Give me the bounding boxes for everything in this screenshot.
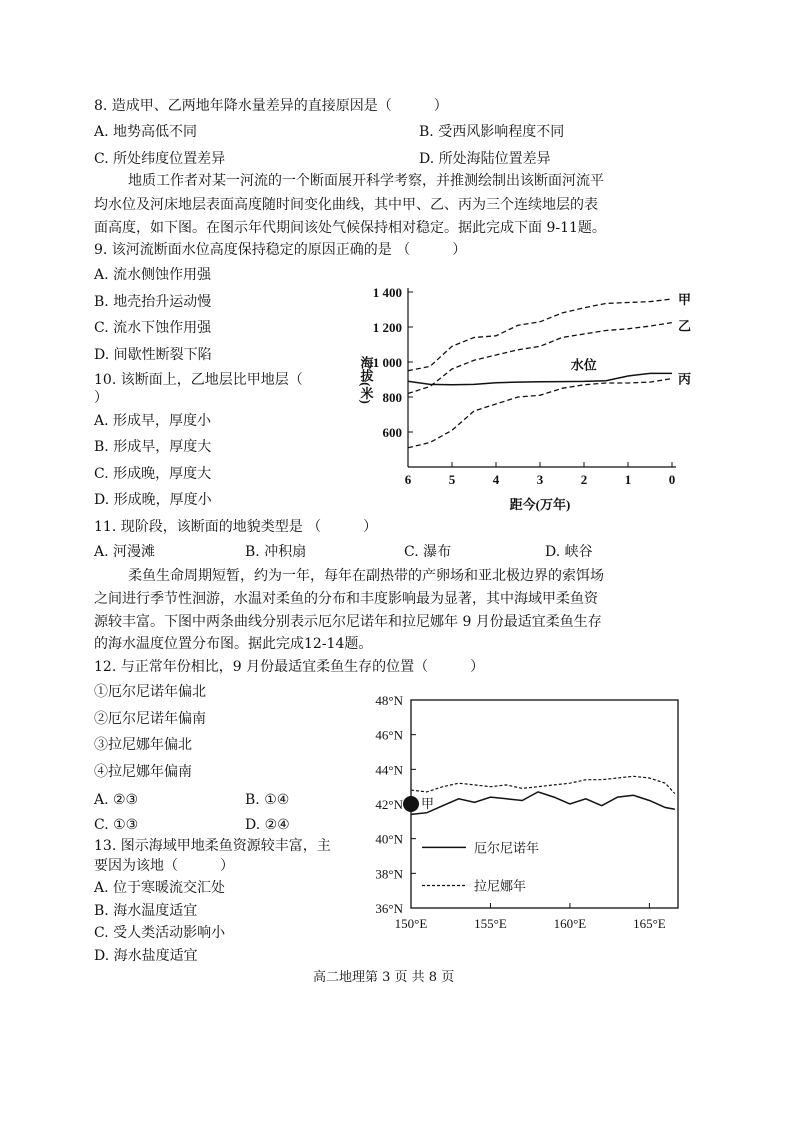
legend-label-la-nina: 拉尼娜年: [474, 878, 527, 894]
y-tick-label: 1 400: [372, 285, 402, 300]
plot-frame: [411, 700, 678, 908]
y-tick-label: 44°N: [375, 762, 403, 778]
y-tick-label: 38°N: [375, 866, 403, 882]
passage2-line: 之间进行季节性洄游，水温对柔鱼的分布和丰度影响最为显著，其中海域甲柔鱼资: [94, 591, 598, 607]
q13-option-c[interactable]: C. 受人类活动影响小: [94, 925, 226, 941]
q11-option-d[interactable]: D. 峡谷: [545, 544, 593, 560]
q12-stem: 12. 与正常年份相比，9 月份最适宜柔鱼生存的位置（ ）: [94, 659, 485, 675]
q10-option-d[interactable]: D. 形成晚，厚度小: [94, 492, 212, 508]
y-tick-label: 42°N: [375, 797, 403, 812]
q12-item: ④拉尼娜年偏南: [94, 764, 192, 780]
q11-option-a[interactable]: A. 河漫滩: [94, 544, 156, 560]
q9-option-c[interactable]: C. 流水下蚀作用强: [94, 320, 212, 336]
q8-option-d[interactable]: D. 所处海陆位置差异: [419, 151, 551, 167]
q10-option-b[interactable]: B. 形成早，厚度大: [94, 439, 212, 455]
x-tick-label: 1: [624, 472, 632, 487]
x-axis-title: 距今(万年): [509, 497, 571, 512]
q9-option-d[interactable]: D. 间歇性断裂下陷: [94, 347, 212, 363]
series-label-jia: 甲: [678, 292, 692, 307]
series-line-乙: [408, 323, 672, 394]
series-line-甲: [408, 299, 672, 371]
q13-stem-cont: 要因为该地（ ）: [94, 858, 234, 874]
x-tick-label: 165°E: [633, 916, 666, 931]
y-tick-label: 1 000: [372, 355, 402, 370]
y-tick-label: 36°N: [375, 901, 403, 916]
q11-option-b[interactable]: B. 冲积扇: [245, 544, 307, 560]
q9-option-a[interactable]: A. 流水侧蚀作用强: [94, 267, 212, 283]
q13-stem: 13. 图示海域甲地柔鱼资源较丰富，主: [94, 838, 331, 854]
series-label-bing: 丙: [678, 371, 692, 387]
series-line-丙: [408, 379, 672, 448]
squid-habitat-chart: [360, 690, 690, 940]
q12-option-c[interactable]: C. ①③: [94, 817, 139, 833]
q10-stem: 10. 该断面上，乙地层比甲地层（: [94, 372, 303, 388]
passage2-line: 的海水温度位置分布图。据此完成12-14题。: [94, 636, 373, 652]
series-line-厄尔尼诺年: [411, 792, 675, 815]
q12-option-b[interactable]: B. ①④: [245, 792, 290, 808]
x-tick-label: 2: [580, 472, 588, 487]
passage1-line: 面高度，如下图。在图示年代期间该处气候保持相对稳定。据此完成下面 9-11题。: [94, 220, 606, 236]
y-tick-label: 800: [382, 390, 402, 405]
y-tick-label: 46°N: [375, 727, 403, 743]
x-tick-label: 160°E: [553, 916, 587, 931]
x-tick-label: 4: [492, 472, 500, 487]
q8-option-a[interactable]: A. 地势高低不同: [94, 124, 198, 140]
q12-item: ②厄尔尼诺年偏南: [94, 711, 206, 727]
x-tick-label: 5: [448, 472, 456, 487]
series-line-拉尼娜年: [411, 776, 675, 793]
q11-option-c[interactable]: C. 瀑布: [404, 544, 452, 560]
q10-option-a[interactable]: A. 形成早，厚度小: [94, 413, 212, 429]
q9-stem: 9. 该河流断面水位高度保持稳定的原因正确的是 （ ）: [94, 242, 467, 258]
page-footer: 高二地理第 3 页 共 8 页: [313, 970, 455, 985]
q13-option-a[interactable]: A. 位于寒暖流交汇处: [94, 880, 226, 896]
passage1-line: 均水位及河床地层表面高度随时间变化曲线，其中甲、乙、丙为三个连续地层的表: [94, 197, 598, 213]
y-tick-label: 600: [382, 425, 402, 440]
series-label-yi: 乙: [678, 318, 692, 334]
q10-option-c[interactable]: C. 形成晚，厚度大: [94, 466, 212, 482]
point-jia-marker: [403, 796, 419, 812]
x-tick-label: 150°E: [394, 916, 428, 931]
x-tick-label: 155°E: [474, 916, 507, 931]
passage2-line: 柔鱼生命周期短暂，约为一年，每年在副热带的产卵场和亚北极边界的索饵场: [128, 568, 604, 584]
y-axis-title: 海拔(米): [358, 356, 374, 404]
q12-item: ③拉尼娜年偏北: [94, 737, 192, 753]
series-label-water: 水位: [570, 357, 597, 373]
q12-option-d[interactable]: D. ②④: [245, 817, 290, 833]
y-tick-label: 1 200: [372, 320, 402, 335]
x-tick-label: 3: [536, 472, 544, 487]
x-tick-label: 0: [668, 472, 676, 487]
point-jia-label: 甲: [421, 796, 435, 811]
q10-stem-cont: ）: [94, 390, 108, 406]
q11-stem: 11. 现阶段，该断面的地貌类型是 （ ）: [94, 519, 378, 535]
q13-option-b[interactable]: B. 海水温度适宜: [94, 903, 198, 919]
q8-option-b[interactable]: B. 受西风影响程度不同: [419, 124, 565, 140]
q12-option-a[interactable]: A. ②③: [94, 792, 139, 808]
legend-label-el-nino: 厄尔尼诺年: [474, 840, 540, 856]
q13-option-d[interactable]: D. 海水盐度适宜: [94, 948, 198, 964]
q8-stem: 8. 造成甲、乙两地年降水量差异的直接原因是（ ）: [94, 98, 448, 114]
q12-item: ①厄尔尼诺年偏北: [94, 684, 206, 700]
y-tick-label: 40°N: [375, 831, 403, 847]
series-line-水位: [408, 373, 672, 384]
river-section-chart: [350, 280, 695, 520]
q9-option-b[interactable]: B. 地壳抬升运动慢: [94, 294, 212, 310]
passage2-line: 源较丰富。下图中两条曲线分别表示厄尔尼诺年和拉尼娜年 9 月份最适宜柔鱼生存: [94, 614, 602, 630]
passage1-line: 地质工作者对某一河流的一个断面展开科学考察，并推测绘制出该断面河流平: [128, 173, 604, 189]
x-tick-label: 6: [404, 472, 412, 487]
y-tick-label: 48°N: [375, 693, 403, 708]
q8-option-c[interactable]: C. 所处纬度位置差异: [94, 151, 226, 167]
